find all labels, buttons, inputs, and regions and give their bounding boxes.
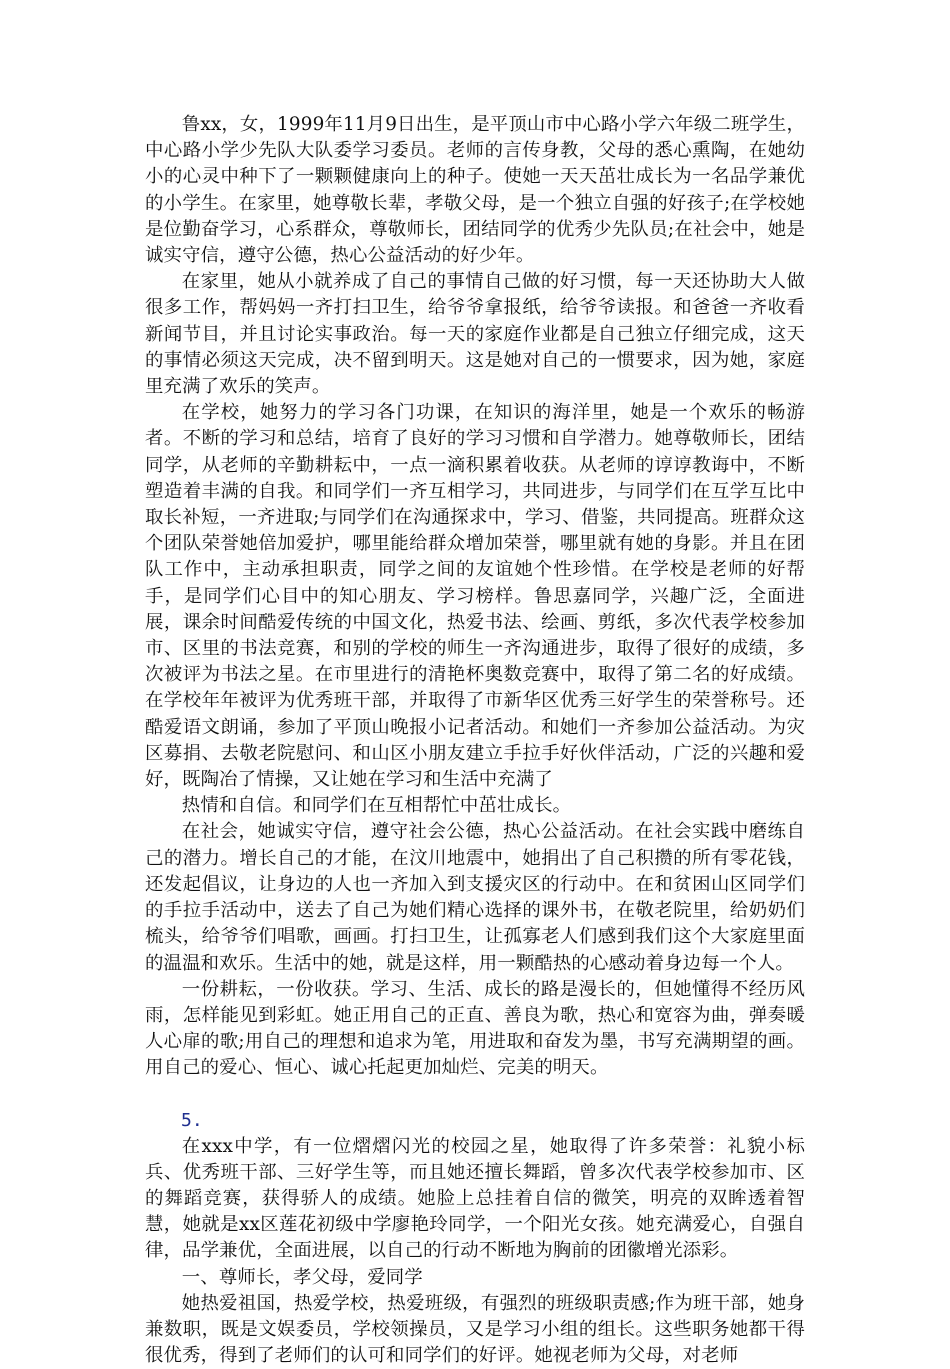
paragraph: 在学校，她努力的学习各门功课，在知识的海洋里，她是一个欢乐的畅游者。不断的学习和总结，培育了良好的学习习惯和自学潜力。她尊敬师长，团结同学，从老师的辛勤耕耘中，一点一滴积累着收获。从老师的谆谆教诲中，不断塑造着丰满的自我。和同学们一齐互相学习，共同进步，与同学们在互学互比中取长补短，一齐进取;与同学们在沟通探求中，学习、借鉴，共同提高。班群众这个团队荣誉她倍加爱护，哪里能给群众增加荣誉，哪里就有她的身影。并且在团队工作中，主动承担职责，同学之间的友谊她个性珍惜。在学校是老师的好帮手，是同学们心目中的知心朋友、学习榜样。鲁思嘉同学，兴趣广泛，全面进展，课余时间酷爱传统的中国文化，热爱书法、绘画、剪纸，多次代表学校参加市、区里的书法竞赛，和别的学校的师生一齐沟通进步，取得了很好的成绩，多次被评为书法之星。在市里进行的清艳杯奥数竞赛中，取得了第二名的好成绩。在学校年年被评为优秀班干部，并取得了市新华区优秀三好学生的荣誉称号。还酷爱语文朗诵，参加了平顶山晚报小记者活动。和她们一齐参加公益活动。为灾区募捐、去敬老院慰问、和山区小朋友建立手拉手好伙伴活动，广泛的兴趣和爱好，既陶冶了情操，又让她在学习和生活中充满了 — [145, 402, 805, 791]
paragraph: 她热爱祖国，热爱学校，热爱班级，有强烈的班级职责感;作为班干部，她身兼数职，既是文娱委员，学校领操员，又是学习小组的组长。这些职务她都干得很优秀，得到了老师们的认可和同学们的好评。她视老师为父母，对老师 — [145, 1292, 805, 1367]
blank-line — [145, 1082, 805, 1108]
paragraph: 在社会，她诚实守信，遵守社会公德，热心公益活动。在社会实践中磨练自己的潜力。增长自己的才能，在汶川地震中，她捐出了自己积攒的所有零花钱，还发起倡议，让身边的人也一齐加入到支援灾区的行动中。在和贫困山区同学们的手拉手活动中，送去了自己为她们精心选择的课外书，在敬老院里，给奶奶们梳头，给爷爷们唱歌，画画。打扫卫生，让孤寡老人们感到我们这个大家庭里面的温温和欢乐。生活中的她，就是这样，用一颗酷热的心感动着身边每一个人。 — [145, 821, 805, 974]
paragraph: 鲁xx，女，1999年11月9日出生，是平顶山市中心路小学六年级二班学生，中心路小学少先队大队委学习委员。老师的言传身教，父母的悉心熏陶，在她幼小的心灵中种下了一颗颗健康向上的种子。使她一天天茁壮成长为一名品学兼优的小学生。在家里，她尊敬长辈，孝敬父母，是一个独立自强的好孩子;在学校她是位勤奋学习，心系群众，尊敬师长，团结同学的优秀少先队员;在社会中，她是诚实守信，遵守公德，热心公益活动的好少年。 — [145, 114, 805, 267]
paragraph: 在家里，她从小就养成了自己的事情自己做的好习惯，每一天还协助大人做很多工作，帮妈妈一齐打扫卫生，给爷爷拿报纸，给爷爷读报。和爸爸一齐收看新闻节目，并且讨论实事政治。每一天的家庭作业都是自己独立仔细完成，这天的事情必须这天完成，决不留到明天。这是她对自己的一惯要求，因为她，家庭里充满了欢乐的笑声。 — [145, 271, 805, 398]
document-page — [145, 112, 805, 1369]
paragraph: 一份耕耘，一份收获。学习、生活、成长的路是漫长的，但她懂得不经历风雨，怎样能见到彩虹。她正用自己的正直、善良为歌，热心和宽容为曲，弹奏暖人心扉的歌;用自己的理想和追求为笔，用进取和奋发为墨，书写充满期望的画。用自己的爱心、恒心、诚心托起更加灿烂、完美的明天。 — [145, 978, 805, 1079]
section-number: 5. — [181, 1109, 203, 1131]
section-heading: 一、尊师长，孝父母，爱同学 — [181, 1266, 423, 1288]
paragraph: 热情和自信。和同学们在互相帮忙中茁壮成长。 — [181, 795, 572, 817]
paragraph: 在xxx中学，有一位熠熠闪光的校园之星，她取得了许多荣誉：礼貌小标兵、优秀班干部、三好学生等，而且她还擅长舞蹈，曾多次代表学校参加市、区的舞蹈竞赛，获得骄人的成绩。她脸上总挂着自信的微笑，明亮的双眸透着智慧，她就是xx区莲花初级中学廖艳玲同学，一个阳光女孩。她充满爱心，自强自律，品学兼优，全面进展，以自己的行动不断地为胸前的团徽增光添彩。 — [145, 1135, 805, 1262]
